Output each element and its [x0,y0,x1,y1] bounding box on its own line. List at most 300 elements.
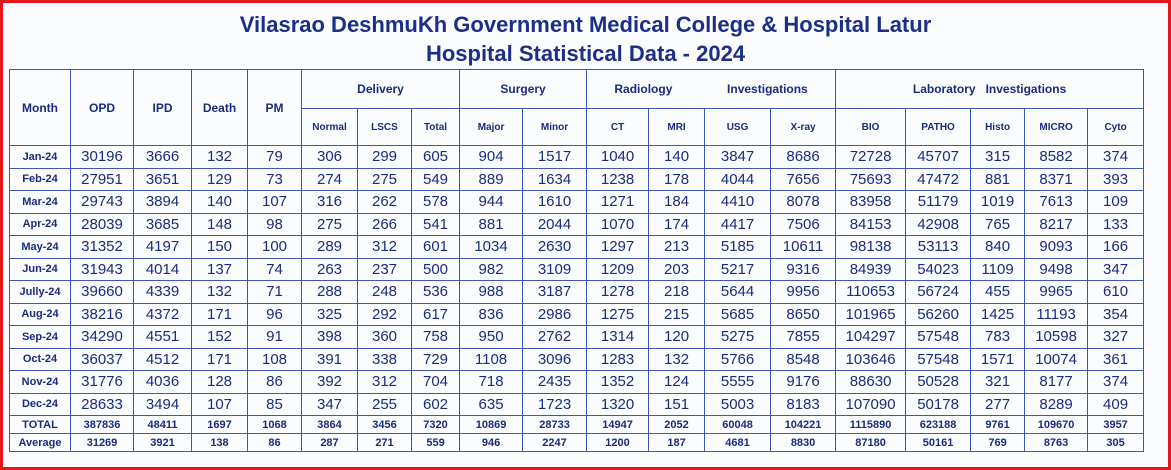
table-cell: 409 [1088,393,1144,416]
table-cell: 312 [358,371,412,394]
table-cell: 4197 [134,236,192,259]
table-cell: 3494 [134,393,192,416]
subheader-micro: MICRO [1025,109,1088,146]
table-cell: 1320 [587,393,649,416]
table-cell: 184 [649,191,705,214]
table-cell: 103646 [836,348,906,371]
table-cell: 84939 [836,258,906,281]
table-cell: 299 [358,146,412,169]
table-cell: 47472 [906,168,971,191]
table-cell: 1517 [523,146,587,169]
row-label-cell: Feb-24 [10,168,71,191]
table-cell: 129 [192,168,248,191]
table-cell: 275 [358,168,412,191]
document-subtitle: Hospital Statistical Data - 2024 [425,41,746,66]
table-cell: 327 [1088,326,1144,349]
table-cell: 138 [192,434,248,452]
table-cell: 96 [248,303,302,326]
table-cell: 10074 [1025,348,1088,371]
table-cell: 2986 [523,303,587,326]
table-cell: 104221 [771,416,836,434]
table-cell: 28039 [71,213,134,236]
table-cell: 30196 [71,146,134,169]
row-label-cell: May-24 [10,236,71,259]
header-opd: OPD [71,70,134,146]
table-cell: 4372 [134,303,192,326]
table-cell: 1610 [523,191,587,214]
table-cell: 1019 [971,191,1025,214]
table-cell: 3187 [523,281,587,304]
table-cell: 101965 [836,303,906,326]
table-cell: 45707 [906,146,971,169]
row-label-cell: Dec-24 [10,393,71,416]
table-cell: 1278 [587,281,649,304]
table-cell: 1108 [460,348,523,371]
table-cell: 9965 [1025,281,1088,304]
table-cell: 7656 [771,168,836,191]
table-cell: 881 [460,213,523,236]
table-cell: 9761 [971,416,1025,434]
header-laboratory-group [836,70,1144,109]
table-cell: 85 [248,393,302,416]
table-cell: 1634 [523,168,587,191]
row-label-cell: Apr-24 [10,213,71,236]
table-cell: 769 [971,434,1025,452]
table-cell: 623188 [906,416,971,434]
table-cell: 31776 [71,371,134,394]
table-cell: 137 [192,258,248,281]
table-cell: 2044 [523,213,587,236]
table-cell: 549 [412,168,460,191]
table-cell: 3456 [358,416,412,434]
table-cell: 3096 [523,348,587,371]
table-cell: 1271 [587,191,649,214]
table-cell: 729 [412,348,460,371]
table-cell: 79 [248,146,302,169]
table-cell: 610 [1088,281,1144,304]
subheader-xray: X-ray [771,109,836,146]
table-cell: 5003 [705,393,771,416]
table-cell: 171 [192,348,248,371]
table-cell: 391 [302,348,358,371]
table-cell: 178 [649,168,705,191]
table-cell: 10869 [460,416,523,434]
table-cell: 8830 [771,434,836,452]
table-cell: 325 [302,303,358,326]
table-cell: 347 [1088,258,1144,281]
table-cell: 904 [460,146,523,169]
total-row [10,416,1144,434]
table-cell: 9956 [771,281,836,304]
table-cell: 28733 [523,416,587,434]
table-cell: 8078 [771,191,836,214]
table-cell: 8371 [1025,168,1088,191]
table-cell: 387836 [71,416,134,434]
subheader-normal: Normal [302,109,358,146]
header-laboratory: Laboratory [912,82,976,96]
table-cell: 347 [302,393,358,416]
table-cell: 4036 [134,371,192,394]
table-cell: 1723 [523,393,587,416]
table-cell: 1040 [587,146,649,169]
table-cell: 455 [971,281,1025,304]
table-cell: 982 [460,258,523,281]
table-cell: 107090 [836,393,906,416]
table-row [10,326,1144,349]
header-ipd: IPD [134,70,192,146]
table-cell: 617 [412,303,460,326]
subheader-mri: MRI [649,109,705,146]
table-cell: 4512 [134,348,192,371]
table-cell: 289 [302,236,358,259]
table-cell: 321 [971,371,1025,394]
table-cell: 110653 [836,281,906,304]
table-cell: 91 [248,326,302,349]
table-cell: 9498 [1025,258,1088,281]
table-cell: 1070 [587,213,649,236]
table-cell: 374 [1088,371,1144,394]
table-row [10,236,1144,259]
table-cell: 312 [358,236,412,259]
table-cell: 4417 [705,213,771,236]
table-cell: 34290 [71,326,134,349]
table-cell: 151 [649,393,705,416]
header-pm: PM [248,70,302,146]
header-month: Month [10,70,71,146]
table-cell: 500 [412,258,460,281]
table-cell: 255 [358,393,412,416]
table-cell: 3685 [134,213,192,236]
table-cell: 74 [248,258,302,281]
header-delivery: Delivery [302,70,460,109]
subheader-total: Total [412,109,460,146]
table-cell: 166 [1088,236,1144,259]
table-cell: 71 [248,281,302,304]
table-cell: 361 [1088,348,1144,371]
table-cell: 354 [1088,303,1144,326]
table-cell: 8177 [1025,371,1088,394]
table-cell: 393 [1088,168,1144,191]
table-row [10,168,1144,191]
table-cell: 132 [649,348,705,371]
table-cell: 86 [248,434,302,452]
table-cell: 98 [248,213,302,236]
table-cell: 4551 [134,326,192,349]
table-cell: 31352 [71,236,134,259]
table-cell: 2630 [523,236,587,259]
table-cell: 2435 [523,371,587,394]
table-cell: 1275 [587,303,649,326]
row-label-cell: Sep-24 [10,326,71,349]
table-cell: 944 [460,191,523,214]
subheader-bio: BIO [836,109,906,146]
table-row [10,213,1144,236]
table-cell: 4044 [705,168,771,191]
table-cell: 783 [971,326,1025,349]
table-cell: 56724 [906,281,971,304]
table-cell: 11193 [1025,303,1088,326]
table-cell: 109 [1088,191,1144,214]
table-cell: 108 [248,348,302,371]
table-cell: 605 [412,146,460,169]
table-cell: 7613 [1025,191,1088,214]
table-cell: 1034 [460,236,523,259]
document-title: Vilasrao DeshmuKh Government Medical College & Hospital Latur [239,12,932,37]
table-cell: 3651 [134,168,192,191]
table-cell: 274 [302,168,358,191]
table-cell: 3894 [134,191,192,214]
table-cell: 4410 [705,191,771,214]
table-cell: 306 [302,146,358,169]
statistics-table [9,69,1144,452]
table-row [10,258,1144,281]
table-cell: 8763 [1025,434,1088,452]
table-cell: 5685 [705,303,771,326]
table-cell: 8289 [1025,393,1088,416]
table-cell: 104297 [836,326,906,349]
header-radiology: Radiology [614,82,673,96]
header-radiology-group [587,70,836,109]
table-cell: 392 [302,371,358,394]
table-cell: 50528 [906,371,971,394]
table-cell: 8650 [771,303,836,326]
table-cell: 5217 [705,258,771,281]
title-block [3,11,1168,69]
table-cell: 1571 [971,348,1025,371]
header-investigations: Investigations [727,82,808,96]
table-cell: 374 [1088,146,1144,169]
row-label-cell: Mar-24 [10,191,71,214]
table-cell: 287 [302,434,358,452]
table-cell: 10611 [771,236,836,259]
table-cell: 1314 [587,326,649,349]
table-cell: 54023 [906,258,971,281]
row-label-cell: Average [10,434,71,452]
table-cell: 171 [192,303,248,326]
table-cell: 3666 [134,146,192,169]
table-cell: 60048 [705,416,771,434]
row-label-cell: TOTAL [10,416,71,434]
subheader-patho: PATHO [906,109,971,146]
table-cell: 8686 [771,146,836,169]
row-label-cell: Jan-24 [10,146,71,169]
table-cell: 758 [412,326,460,349]
table-cell: 578 [412,191,460,214]
table-cell: 50161 [906,434,971,452]
table-cell: 36037 [71,348,134,371]
table-cell: 1068 [248,416,302,434]
table-cell: 718 [460,371,523,394]
table-cell: 602 [412,393,460,416]
table-row [10,191,1144,214]
table-cell: 988 [460,281,523,304]
table-row [10,146,1144,169]
table-cell: 31943 [71,258,134,281]
table-cell: 9176 [771,371,836,394]
subheader-major: Major [460,109,523,146]
table-cell: 148 [192,213,248,236]
table-cell: 56260 [906,303,971,326]
table-cell: 28633 [71,393,134,416]
table-cell: 1238 [587,168,649,191]
subheader-ct: CT [587,109,649,146]
table-cell: 1209 [587,258,649,281]
table-cell: 128 [192,371,248,394]
table-cell: 601 [412,236,460,259]
table-cell: 109670 [1025,416,1088,434]
subheader-cyto: Cyto [1088,109,1144,146]
table-cell: 88630 [836,371,906,394]
table-cell: 704 [412,371,460,394]
table-cell: 248 [358,281,412,304]
table-cell: 42908 [906,213,971,236]
table-cell: 132 [192,146,248,169]
table-cell: 8582 [1025,146,1088,169]
table-cell: 174 [649,213,705,236]
table-cell: 262 [358,191,412,214]
table-cell: 14947 [587,416,649,434]
table-cell: 338 [358,348,412,371]
table-cell: 360 [358,326,412,349]
table-cell: 107 [192,393,248,416]
table-cell: 27951 [71,168,134,191]
subheader-lscs: LSCS [358,109,412,146]
table-cell: 4339 [134,281,192,304]
table-cell: 1115890 [836,416,906,434]
table-cell: 2762 [523,326,587,349]
table-cell: 277 [971,393,1025,416]
table-cell: 31269 [71,434,134,452]
table-cell: 38216 [71,303,134,326]
average-row [10,434,1144,452]
table-cell: 536 [412,281,460,304]
table-cell: 100 [248,236,302,259]
table-cell: 3847 [705,146,771,169]
table-row [10,393,1144,416]
row-label-cell: Jun-24 [10,258,71,281]
table-cell: 1200 [587,434,649,452]
table-cell: 9316 [771,258,836,281]
table-row [10,303,1144,326]
table-cell: 765 [971,213,1025,236]
table-cell: 187 [649,434,705,452]
table-cell: 39660 [71,281,134,304]
table-cell: 57548 [906,348,971,371]
table-cell: 215 [649,303,705,326]
table-cell: 150 [192,236,248,259]
table-cell: 889 [460,168,523,191]
table-cell: 316 [302,191,358,214]
table-cell: 5275 [705,326,771,349]
subheader-histo: Histo [971,109,1025,146]
table-cell: 1297 [587,236,649,259]
row-label-cell: Aug-24 [10,303,71,326]
table-cell: 263 [302,258,358,281]
table-cell: 124 [649,371,705,394]
table-cell: 1352 [587,371,649,394]
table-cell: 86 [248,371,302,394]
table-cell: 75693 [836,168,906,191]
header-lab-investigations: Investigations [985,82,1067,96]
table-cell: 83958 [836,191,906,214]
table-cell: 8217 [1025,213,1088,236]
table-cell: 315 [971,146,1025,169]
table-cell: 559 [412,434,460,452]
table-cell: 7855 [771,326,836,349]
table-cell: 5766 [705,348,771,371]
table-cell: 140 [649,146,705,169]
table-cell: 7506 [771,213,836,236]
table-cell: 4014 [134,258,192,281]
table-cell: 5555 [705,371,771,394]
table-cell: 9093 [1025,236,1088,259]
table-cell: 1283 [587,348,649,371]
table-cell: 1425 [971,303,1025,326]
table-cell: 3921 [134,434,192,452]
table-cell: 72728 [836,146,906,169]
table-cell: 8183 [771,393,836,416]
table-cell: 120 [649,326,705,349]
table-cell: 2052 [649,416,705,434]
table-cell: 292 [358,303,412,326]
header-surgery: Surgery [460,70,587,109]
table-cell: 1697 [192,416,248,434]
table-cell: 51179 [906,191,971,214]
row-label-cell: Oct-24 [10,348,71,371]
table-cell: 50178 [906,393,971,416]
table-cell: 57548 [906,326,971,349]
table-cell: 7320 [412,416,460,434]
table-cell: 5644 [705,281,771,304]
table-row [10,371,1144,394]
table-cell: 3109 [523,258,587,281]
table-cell: 950 [460,326,523,349]
table-cell: 3864 [302,416,358,434]
row-label-cell: Jully-24 [10,281,71,304]
table-row [10,281,1144,304]
table-cell: 218 [649,281,705,304]
table-cell: 133 [1088,213,1144,236]
table-cell: 288 [302,281,358,304]
table-cell: 541 [412,213,460,236]
table-cell: 8548 [771,348,836,371]
table-cell: 946 [460,434,523,452]
table-cell: 84153 [836,213,906,236]
table-cell: 275 [302,213,358,236]
subheader-usg: USG [705,109,771,146]
table-row [10,348,1144,371]
table-body [10,146,1144,452]
table-cell: 10598 [1025,326,1088,349]
subheader-minor: Minor [523,109,587,146]
table-cell: 203 [649,258,705,281]
table-cell: 305 [1088,434,1144,452]
table-cell: 271 [358,434,412,452]
table-cell: 4681 [705,434,771,452]
table-cell: 48411 [134,416,192,434]
table-cell: 73 [248,168,302,191]
table-cell: 3957 [1088,416,1144,434]
table-cell: 237 [358,258,412,281]
table-cell: 29743 [71,191,134,214]
table-cell: 53113 [906,236,971,259]
table-cell: 836 [460,303,523,326]
table-cell: 132 [192,281,248,304]
header-death: Death [192,70,248,146]
table-cell: 5185 [705,236,771,259]
table-cell: 213 [649,236,705,259]
table-cell: 266 [358,213,412,236]
